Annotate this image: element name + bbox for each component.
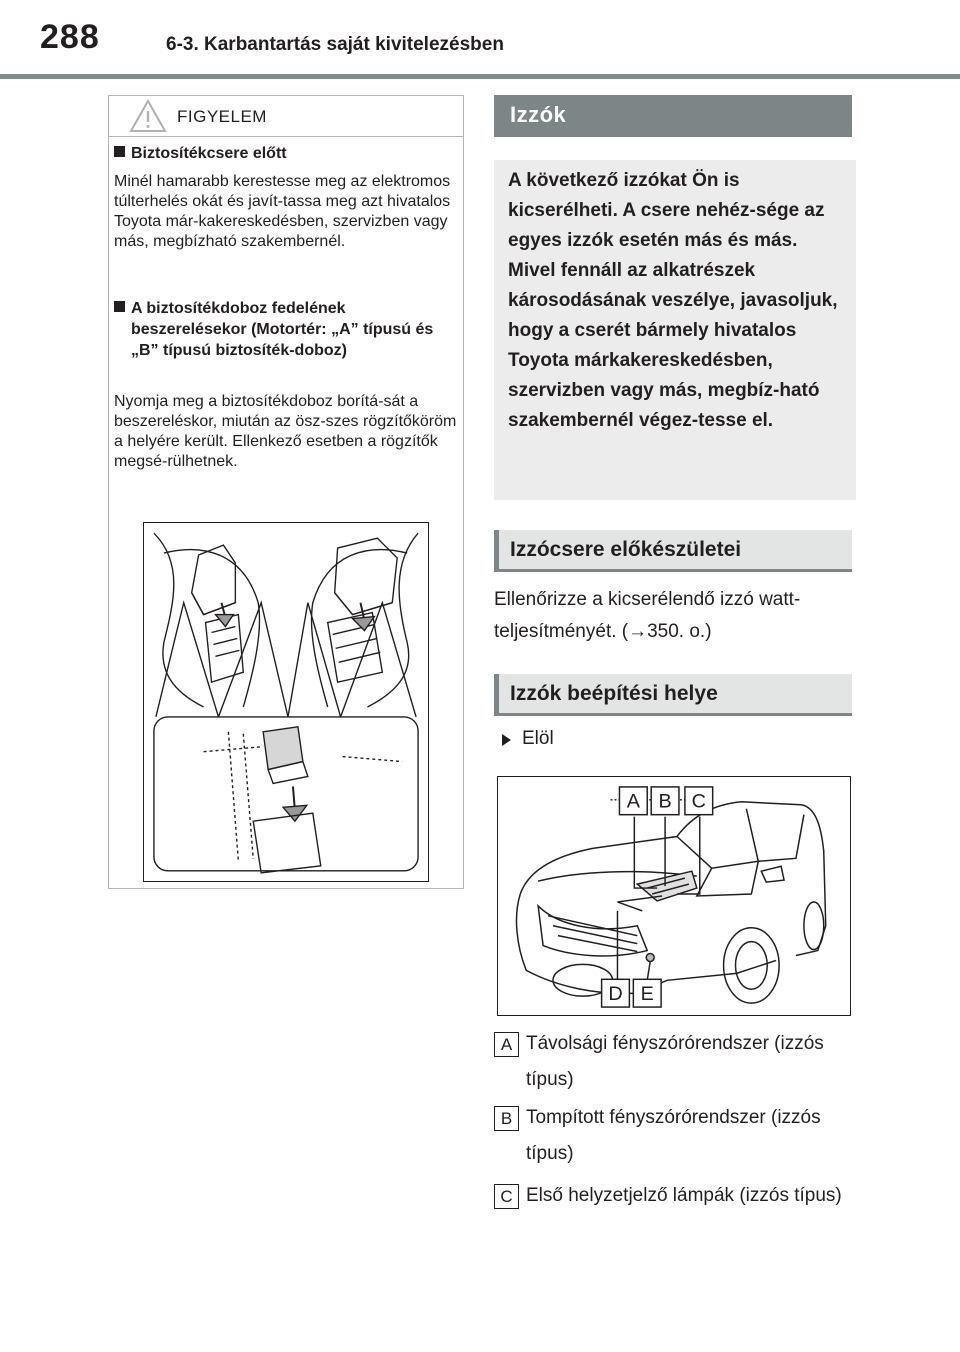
page-reference-arrow-icon: →: [628, 621, 648, 642]
warning-triangle-icon: [129, 99, 167, 133]
triangle-bullet-icon: [502, 734, 511, 746]
fuse-box-cover-illustration: [143, 522, 429, 882]
legend-item: [494, 1100, 854, 1172]
legend-text: Tompított fényszórórendszer (izzós típus): [526, 1107, 821, 1164]
bulbs-intro-text: A következő izzókat Ön is kicserélheti. A csere nehéz-sége az egyes izzók esetén más és más. Mivel fennáll az alkatrészek károsodásának veszélye, javasoljuk, hogy a cserét bármely hivatalos Toyota márkakereskedésben, szervizben vagy más, megbíz-ható szakembernél végez-tesse el.: [508, 170, 838, 431]
warning-item-title: Biztosítékcsere előtt: [114, 143, 443, 164]
heading-bar: [494, 674, 499, 713]
warning-item-body: Nyomja meg a biztosítékdoboz borítá-sát a beszereléskor, miután az ösz-szes rögzítőköröm a helyére került. Ellenkező esetben a rögzítők megsé-rülhetnek.: [114, 393, 457, 470]
preparation-text: Ellenőrizze a kicserélendő izzó watt-teljesítményét. (→350. o.): [494, 589, 801, 642]
heading-bar: [494, 530, 499, 569]
locations-heading-text: Izzók beépítési helye: [510, 682, 718, 705]
warning-header: [109, 96, 463, 137]
warning-item-body: Minél hamarabb kerestesse meg az elektromos túlterhelés okát és javít-tassa meg azt hivatalos Toyota már-kakereskedésben, szervizben vagy más, megbízható szakembernél.: [114, 173, 451, 250]
legend-key: B: [494, 1106, 519, 1131]
figure-key-c: C: [691, 790, 706, 813]
legend-text: Távolsági fényszórórendszer (izzós típus): [526, 1033, 824, 1090]
figure-key-e: E: [640, 983, 654, 1006]
preparation-heading: [494, 530, 852, 572]
figure-key-b: B: [658, 790, 672, 813]
square-bullet-icon: [114, 146, 125, 157]
legend-text: Első helyzetjelző lámpák (izzós típus): [526, 1185, 842, 1206]
section-title: 6-3. Karbantartás saját kivitelezésben: [166, 34, 504, 55]
legend-item: [494, 1178, 854, 1250]
legend-item: [494, 1026, 854, 1098]
header-rule: [0, 74, 960, 79]
warning-item-title: A biztosítékdoboz fedelének beszerelésekor (Motortér: „A” típusú és „B” típusú biztosíték-doboz): [114, 298, 443, 361]
preparation-heading-text: Izzócsere előkészületei: [510, 538, 742, 561]
car-front-illustration: [497, 776, 851, 1016]
legend-key: A: [494, 1032, 519, 1057]
square-bullet-icon: [114, 301, 125, 312]
figure-key-d: D: [608, 983, 623, 1006]
warning-label: FIGYELEM: [177, 107, 267, 126]
figure-key-a: A: [626, 790, 640, 813]
locations-heading: [494, 674, 852, 716]
front-label: Elöl: [522, 728, 554, 749]
bulbs-section-title: Izzók: [510, 102, 567, 127]
warning-box: [108, 95, 464, 889]
page-number: 288: [40, 18, 100, 56]
legend-key: C: [494, 1184, 519, 1209]
